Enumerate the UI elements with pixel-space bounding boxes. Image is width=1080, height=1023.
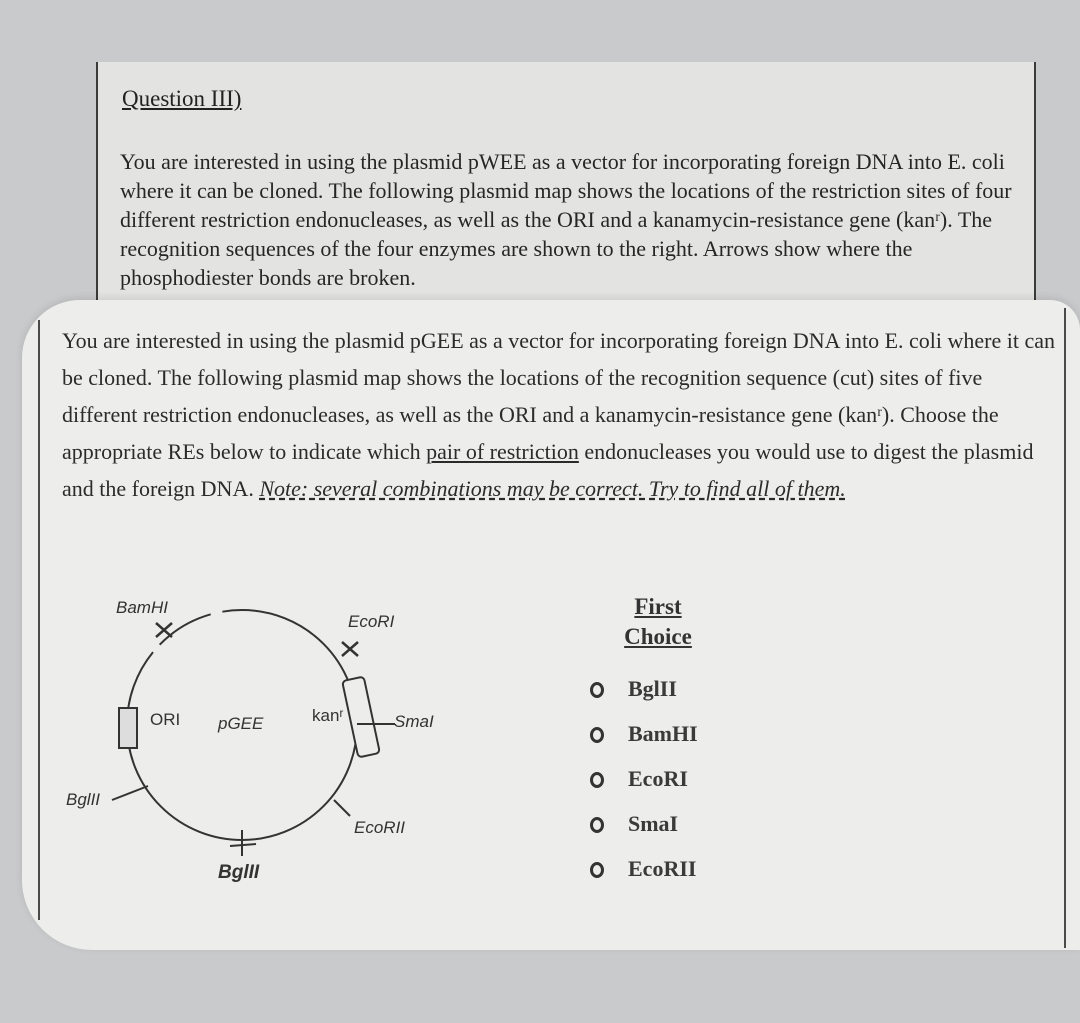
radio-button[interactable] — [590, 772, 604, 788]
radio-button[interactable] — [590, 862, 604, 878]
label-bamhi: BamHI — [116, 598, 168, 617]
right-border-line — [1064, 308, 1066, 948]
header-line1: First — [634, 594, 682, 619]
question-paragraph — [62, 322, 1062, 507]
bglii-site — [112, 786, 148, 800]
top-sheet — [96, 62, 1036, 312]
kan-gene-box — [342, 677, 380, 758]
paragraph-rest: endonucleases you would use to digest the plasmid and the foreign DNA. — [62, 439, 1034, 501]
plasmid-map — [66, 590, 512, 910]
label-ecorii: EcoRII — [354, 818, 406, 837]
choice-label: EcoRII — [628, 856, 697, 881]
radio-button[interactable] — [590, 817, 604, 833]
question-title: Question III) — [122, 86, 242, 111]
choice-label: SmaI — [628, 811, 679, 836]
note-text: Note: several combinations may be correct. Try to find all of them. — [259, 476, 846, 501]
choice-label: EcoRI — [628, 766, 688, 791]
paragraph-main: You are interested in using the plasmid pGEE as a vector for incorporating foreign DNA into E. coli where it can be cloned. The following plasmid map shows the locations of the recognition sequence (cut) sites of five different restriction endonucleases, as well as the ORI and a kanamycin-resistance gene (kanʳ). Choose the appropriate REs below to indicate which — [62, 328, 1056, 464]
radio-button[interactable] — [590, 682, 604, 698]
choice-smai[interactable] — [582, 807, 782, 852]
label-smai: SmaI — [394, 712, 434, 731]
label-plasmid-name: pGEE — [218, 714, 264, 733]
plasmid-circle — [72, 590, 512, 910]
label-bglii-handwritten: BglII — [218, 862, 260, 883]
ori-box — [119, 708, 137, 748]
paragraph-underlined: pair of restriction — [426, 439, 579, 464]
choice-label: BglII — [628, 676, 677, 701]
left-border-line — [38, 320, 40, 920]
label-bglii: BglII — [66, 790, 101, 809]
radio-button[interactable] — [590, 727, 604, 743]
choice-bamhi[interactable] — [582, 717, 782, 762]
label-kan: kanʳ — [312, 706, 344, 725]
front-sheet — [22, 300, 1080, 950]
choice-ecori[interactable] — [582, 762, 782, 807]
label-ori: ORI — [150, 710, 181, 729]
label-ecori: EcoRI — [348, 612, 395, 631]
header-line2: Choice — [624, 624, 692, 649]
ecorii-site — [334, 800, 350, 816]
choice-label: BamHI — [628, 721, 698, 746]
first-choice-header — [618, 592, 698, 652]
choice-list — [582, 672, 782, 897]
choice-bglii[interactable] — [582, 672, 782, 717]
top-paragraph: You are interested in using the plasmid pWEE as a vector for incorporating foreign DNA into E. coli where it can be cloned. The following plasmid map shows the locations of the restriction sites of four different restriction endonucleases, as well as the ORI and a kanamycin-resistance gene (kanʳ). The recognition sequences of the four enzymes are shown to the right. Arrows show where the phosphodiester bonds are broken. — [120, 149, 1012, 290]
choice-ecorii[interactable] — [582, 852, 782, 897]
